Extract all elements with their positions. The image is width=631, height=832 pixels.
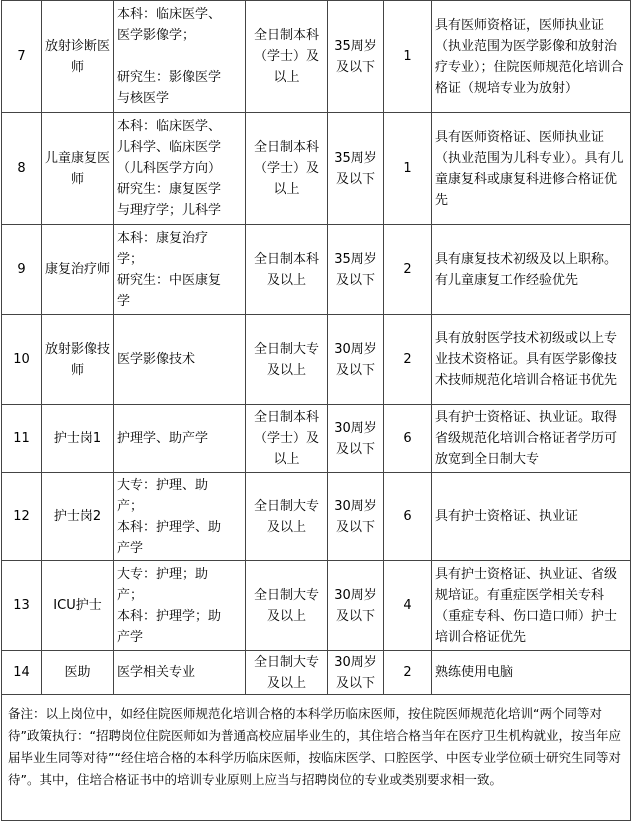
headcount: 2 <box>384 651 432 695</box>
age-requirement: 30周岁及以下 <box>328 473 384 561</box>
post-name: 儿童康复医师 <box>42 113 114 225</box>
post-name: 护士岗2 <box>42 473 114 561</box>
headcount: 1 <box>384 113 432 225</box>
major-requirement: 医学影像技术 <box>114 315 246 405</box>
post-name: ICU护士 <box>42 561 114 651</box>
age-requirement: 35周岁及以下 <box>328 1 384 113</box>
other-requirements: 具有放射医学技术初级或以上专业技术资格证。具有医学影像技术技师规范化培训合格证书优先 <box>432 315 631 405</box>
table-row <box>2 561 631 651</box>
other-requirements: 具有医师资格证、医师执业证（执业范围为儿科专业）。具有儿童康复科或康复科进修合格证优先 <box>432 113 631 225</box>
age-requirement: 35周岁及以下 <box>328 225 384 315</box>
table-row <box>2 405 631 473</box>
major-requirement: 大专：护理、助 产； 本科：护理学、助 产学 <box>114 473 246 561</box>
age-requirement: 30周岁及以下 <box>328 405 384 473</box>
recruitment-table <box>1 0 631 821</box>
table-row <box>2 225 631 315</box>
education-requirement: 全日制本科（学士）及以上 <box>246 1 328 113</box>
post-name: 放射诊断医师 <box>42 1 114 113</box>
major-requirement: 本科：临床医学、 医学影像学； 研究生：影像医学 与核医学 <box>114 1 246 113</box>
other-requirements: 具有护士资格证、执业证。取得省级规范化培训合格证者学历可放宽到全日制大专 <box>432 405 631 473</box>
other-requirements: 具有康复技术初级及以上职称。有儿童康复工作经验优先 <box>432 225 631 315</box>
headcount: 1 <box>384 1 432 113</box>
row-number: 11 <box>2 405 42 473</box>
table-row <box>2 473 631 561</box>
education-requirement: 全日制本科（学士）及以上 <box>246 405 328 473</box>
table-row <box>2 1 631 113</box>
headcount: 2 <box>384 225 432 315</box>
headcount: 4 <box>384 561 432 651</box>
row-number: 10 <box>2 315 42 405</box>
post-name: 放射影像技师 <box>42 315 114 405</box>
major-requirement: 本科：康复治疗 学； 研究生：中医康复 学 <box>114 225 246 315</box>
education-requirement: 全日制本科（学士）及以上 <box>246 113 328 225</box>
major-requirement: 大专：护理；助 产； 本科：护理学；助 产学 <box>114 561 246 651</box>
row-number: 8 <box>2 113 42 225</box>
other-requirements: 熟练使用电脑 <box>432 651 631 695</box>
post-name: 医助 <box>42 651 114 695</box>
row-number: 12 <box>2 473 42 561</box>
table-row <box>2 315 631 405</box>
major-requirement: 护理学、助产学 <box>114 405 246 473</box>
education-requirement: 全日制大专及以上 <box>246 473 328 561</box>
age-requirement: 35周岁及以下 <box>328 113 384 225</box>
row-number: 13 <box>2 561 42 651</box>
row-number: 14 <box>2 651 42 695</box>
post-name: 康复治疗师 <box>42 225 114 315</box>
age-requirement: 30周岁及以下 <box>328 561 384 651</box>
row-number: 9 <box>2 225 42 315</box>
age-requirement: 30周岁及以下 <box>328 315 384 405</box>
row-number: 7 <box>2 1 42 113</box>
age-requirement: 30周岁及以下 <box>328 651 384 695</box>
major-requirement: 本科：临床医学、 儿科学、临床医学 （儿科医学方向） 研究生：康复医学 与理疗学；儿科学 <box>114 113 246 225</box>
footnote-text: 备注：以上岗位中，如经住院医师规范化培训合格的本科学历临床医师，按住院医师规范化培训“两个同等对待”政策执行：“招聘岗位住院医师如为普通高校应届毕业生的，其住培合格当年在医疗卫生机构就业，按当年应届毕业生同等对待”“经住培合格的本科学历临床医师，按临床医学、口腔医学、中医专业学位硕士研究生同等对待”。其中，住培合格证书中的培训专业原则上应当与招聘岗位的专业或类别要求相一致。 <box>2 695 631 821</box>
table-row <box>2 113 631 225</box>
headcount: 6 <box>384 473 432 561</box>
education-requirement: 全日制大专及以上 <box>246 651 328 695</box>
major-requirement: 医学相关专业 <box>114 651 246 695</box>
other-requirements: 具有护士资格证、执业证、省级规培证。有重症医学相关专科（重症专科、伤口造口师）护士培训合格证优先 <box>432 561 631 651</box>
other-requirements: 具有护士资格证、执业证 <box>432 473 631 561</box>
post-name: 护士岗1 <box>42 405 114 473</box>
note-row <box>2 695 631 821</box>
education-requirement: 全日制大专及以上 <box>246 315 328 405</box>
headcount: 2 <box>384 315 432 405</box>
table-row <box>2 651 631 695</box>
education-requirement: 全日制大专及以上 <box>246 561 328 651</box>
education-requirement: 全日制本科及以上 <box>246 225 328 315</box>
other-requirements: 具有医师资格证，医师执业证（执业范围为医学影像和放射治疗专业）；住院医师规范化培训合格证（规培专业为放射） <box>432 1 631 113</box>
headcount: 6 <box>384 405 432 473</box>
